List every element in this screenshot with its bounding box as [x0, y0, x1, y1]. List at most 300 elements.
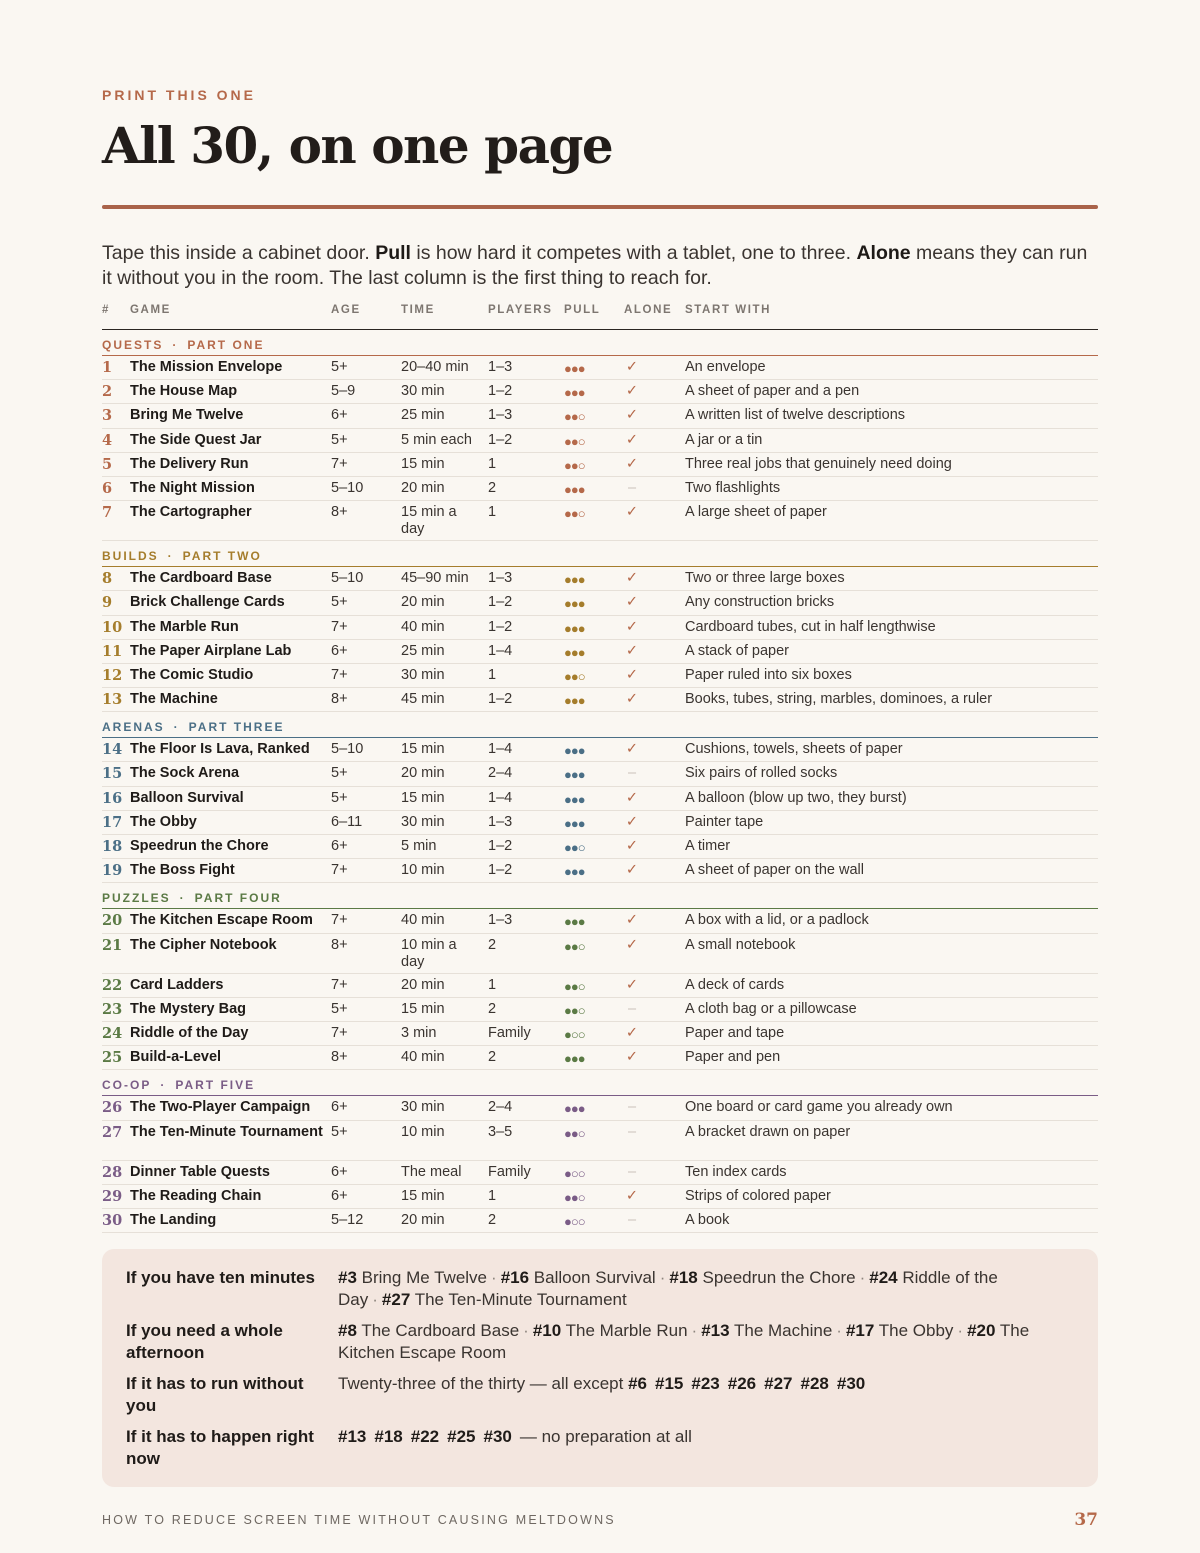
section-separator: · — [167, 549, 174, 564]
pull-dot-filled: ● — [564, 1165, 571, 1181]
section-name: CO-OP — [102, 1078, 152, 1093]
game-title: The Mystery Bag — [130, 1000, 247, 1017]
player-count: 1–4 — [488, 789, 513, 806]
play-time: 5 min — [401, 838, 437, 854]
pull-dot-filled: ● — [564, 481, 571, 497]
play-time: 3 min — [401, 1024, 437, 1041]
game-ref-number: #23 — [691, 1374, 720, 1393]
game-title: The Two-Player Campaign — [130, 1099, 311, 1116]
table-row — [102, 1121, 1098, 1161]
player-count: 3–5 — [488, 1123, 513, 1140]
check-icon: ✓ — [625, 862, 639, 879]
table-row — [102, 356, 1098, 380]
section-label — [102, 338, 264, 352]
age-range: 5–12 — [331, 1211, 364, 1228]
check-icon: ✓ — [625, 666, 639, 683]
pull-dot-filled: ● — [564, 409, 571, 425]
col-game: GAME — [130, 304, 171, 316]
age-range: 5+ — [331, 1000, 348, 1017]
pull-dot-filled: ● — [564, 433, 571, 449]
table-row — [102, 1096, 1098, 1120]
pull-dot-filled: ● — [570, 409, 578, 425]
table-row — [102, 934, 1098, 974]
pull-dot-empty: ○ — [570, 1026, 578, 1042]
game-title: Card Ladders — [130, 976, 224, 993]
list-separator: · — [957, 1321, 964, 1340]
player-count: 1 — [488, 455, 497, 472]
start-with: A balloon (blow up two, they burst) — [685, 789, 907, 806]
age-range: 5+ — [331, 789, 348, 806]
game-number: 23 — [102, 1000, 123, 1018]
game-ref-name: The Obby — [878, 1321, 954, 1340]
pull-dot-filled: ● — [564, 1002, 571, 1018]
game-ref-number: #25 — [447, 1427, 476, 1446]
pull-dot-filled: ● — [570, 596, 578, 612]
quick-pick-prefix: Twenty-three of the thirty — all except — [338, 1374, 624, 1393]
dash-icon: – — [627, 1000, 637, 1017]
section-label — [102, 1078, 255, 1092]
play-time: 30 min — [401, 813, 445, 830]
section-part: PART ONE — [187, 338, 265, 352]
game-ref-number: #18 — [374, 1427, 403, 1446]
pull-dot-filled: ● — [570, 668, 578, 684]
game-number: 15 — [102, 765, 123, 783]
player-count: 1–2 — [488, 383, 513, 400]
game-ref-name: Balloon Survival — [533, 1268, 656, 1287]
game-title: The Floor Is Lava, Ranked — [130, 741, 310, 758]
pull-dot-empty: ○ — [577, 1026, 585, 1042]
player-count: 1 — [488, 1187, 497, 1204]
section-part: PART FOUR — [194, 891, 282, 906]
age-range: 7+ — [331, 912, 348, 929]
game-number: 26 — [102, 1099, 123, 1117]
pull-rating — [564, 938, 585, 955]
play-time: 15 min — [401, 789, 445, 806]
pull-dot-empty: ○ — [570, 1213, 578, 1229]
pull-rating — [564, 384, 585, 401]
pull-dot-filled: ● — [577, 767, 585, 783]
pull-dot-filled: ● — [577, 815, 585, 831]
player-count: 1–4 — [488, 741, 513, 758]
pull-dot-filled: ● — [577, 620, 585, 636]
play-time: 15 min a day — [401, 504, 457, 538]
pull-dot-filled: ● — [570, 938, 578, 954]
player-count: 1–3 — [488, 570, 513, 587]
check-icon: ✓ — [625, 504, 639, 521]
start-with: A cloth bag or a pillowcase — [685, 1000, 857, 1017]
pull-dot-filled: ● — [577, 1051, 585, 1067]
list-separator: · — [491, 1268, 497, 1287]
player-count: 1–2 — [488, 862, 513, 879]
game-number: 30 — [102, 1211, 123, 1229]
play-time: 20 min — [401, 594, 445, 611]
pull-dot-filled: ● — [564, 668, 571, 684]
section-part: PART FIVE — [175, 1078, 256, 1093]
pull-dot-filled: ● — [570, 385, 578, 401]
start-with: Ten index cards — [685, 1163, 787, 1180]
pull-dot-filled: ● — [564, 385, 571, 401]
dash-icon: – — [627, 1123, 637, 1140]
age-range: 5–10 — [331, 570, 364, 587]
age-range: 8+ — [331, 504, 348, 521]
pull-dot-empty: ○ — [577, 840, 585, 855]
game-ref-name: The Kitchen Escape Room — [338, 1321, 1030, 1362]
player-count: 1 — [488, 666, 497, 683]
pull-dot-filled: ● — [564, 596, 571, 612]
pull-dot-filled: ● — [570, 1189, 578, 1205]
table-row — [102, 591, 1098, 615]
col-start-with: START WITH — [685, 304, 772, 316]
pull-rating — [564, 742, 585, 759]
table-row — [102, 762, 1098, 786]
pull-dot-filled: ● — [564, 361, 571, 376]
table-row — [102, 787, 1098, 811]
section-label — [102, 549, 262, 563]
age-range: 6+ — [331, 407, 348, 424]
pull-rating — [564, 791, 585, 808]
play-time: 15 min — [401, 1187, 445, 1204]
pull-rating — [564, 913, 585, 930]
pull-dot-filled: ● — [564, 1189, 571, 1205]
play-time: 40 min — [401, 1049, 445, 1066]
quick-pick-list — [338, 1267, 1068, 1311]
pull-dot-filled: ● — [564, 743, 571, 759]
list-separator: · — [523, 1321, 529, 1340]
start-with: One board or card game you already own — [685, 1099, 953, 1116]
col-number: # — [102, 304, 110, 316]
game-title: Brick Challenge Cards — [130, 594, 285, 611]
game-number: 29 — [102, 1187, 123, 1205]
start-with: A timer — [685, 838, 731, 854]
table-row — [102, 811, 1098, 835]
pull-dot-empty: ○ — [577, 506, 585, 522]
check-icon: ✓ — [625, 1049, 639, 1066]
play-time: The meal — [401, 1163, 462, 1180]
player-count: 2 — [488, 936, 497, 953]
game-number: 14 — [102, 741, 123, 759]
pull-dot-filled: ● — [577, 385, 585, 401]
age-range: 8+ — [331, 691, 348, 708]
pull-dot-filled: ● — [570, 914, 578, 930]
game-title: Bring Me Twelve — [130, 407, 244, 424]
pull-dot-filled: ● — [577, 743, 585, 759]
pull-dot-filled: ● — [570, 693, 578, 709]
game-title: The Boss Fight — [130, 862, 235, 879]
game-title: The Ten-Minute Tournament — [130, 1123, 323, 1140]
pull-dot-filled: ● — [564, 506, 571, 522]
pull-rating — [564, 1125, 585, 1142]
game-number: 10 — [102, 618, 123, 636]
section-name: ARENAS — [102, 720, 165, 735]
game-number: 13 — [102, 691, 123, 709]
table-row — [102, 835, 1098, 859]
play-time: 45–90 min — [401, 570, 469, 587]
game-ref-number: #30 — [836, 1374, 866, 1393]
pull-rating — [564, 1165, 585, 1182]
pull-dot-filled: ● — [570, 1101, 578, 1117]
game-ref-number: #24 — [869, 1268, 898, 1287]
quick-pick-label: If you need a whole afternoon — [126, 1321, 283, 1362]
start-with: An envelope — [685, 359, 766, 375]
player-count: 2 — [488, 479, 497, 496]
game-ref-name: Bring Me Twelve — [361, 1268, 488, 1287]
game-title: The Night Mission — [130, 479, 255, 496]
section-label — [102, 720, 284, 734]
list-separator: · — [659, 1268, 666, 1287]
game-number: 2 — [102, 383, 113, 401]
player-count: 2 — [488, 1211, 497, 1228]
start-with: A large sheet of paper — [685, 504, 827, 521]
pull-dot-filled: ● — [570, 506, 578, 522]
start-with: Two or three large boxes — [685, 570, 845, 587]
pull-dot-empty: ○ — [577, 668, 585, 684]
game-title: The Landing — [130, 1211, 217, 1228]
age-range: 6–11 — [331, 813, 363, 830]
age-range: 5–9 — [331, 383, 356, 400]
pull-dot-empty: ○ — [577, 457, 585, 473]
table-row — [102, 664, 1098, 688]
list-separator: · — [859, 1268, 866, 1287]
game-number: 20 — [102, 912, 123, 930]
intro-text-3: means they can run it without you in the room. The last column is the first thing to reach for. — [102, 242, 1088, 289]
pull-dot-empty: ○ — [577, 1125, 585, 1141]
section-header — [102, 330, 1098, 356]
pull-rating — [564, 360, 585, 377]
intro-text-2: is how hard it competes with a tablet, one to three. — [410, 242, 857, 264]
game-ref-number: #6 — [628, 1374, 648, 1393]
pull-rating — [564, 481, 585, 498]
play-time: 20 min — [401, 976, 445, 993]
pull-dot-empty: ○ — [577, 409, 585, 425]
start-with: Painter tape — [685, 813, 764, 830]
pull-rating — [564, 978, 585, 995]
pull-dot-filled: ● — [564, 457, 571, 473]
quick-pick-list — [338, 1320, 1068, 1364]
check-icon: ✓ — [625, 1024, 639, 1041]
play-time: 15 min — [401, 741, 445, 758]
pull-dot-filled: ● — [570, 1051, 578, 1067]
game-title: The Cardboard Base — [130, 570, 272, 587]
section-name: PUZZLES — [102, 891, 171, 906]
quick-pick-list — [338, 1426, 1068, 1448]
col-pull: PULL — [564, 304, 601, 316]
play-time: 30 min — [401, 383, 445, 400]
player-count: 1–2 — [488, 594, 513, 611]
start-with: Books, tubes, string, marbles, dominoes, a ruler — [685, 691, 993, 708]
pull-dot-filled: ● — [570, 791, 578, 807]
check-icon: ✓ — [625, 838, 639, 854]
pull-dot-filled: ● — [570, 743, 578, 759]
check-icon: ✓ — [625, 431, 639, 448]
pull-dot-filled: ● — [564, 938, 571, 954]
pull-dot-filled: ● — [577, 1101, 585, 1117]
pull-rating — [564, 1026, 585, 1043]
quick-pick-suffix: — no preparation at all — [519, 1427, 692, 1446]
game-title: The Comic Studio — [130, 666, 254, 683]
game-ref-name: The Ten-Minute Tournament — [414, 1290, 627, 1309]
pull-dot-filled: ● — [570, 767, 578, 783]
table-row — [102, 688, 1098, 712]
pull-dot-filled: ● — [577, 572, 585, 588]
game-title: The Reading Chain — [130, 1187, 262, 1204]
play-time: 20 min — [401, 479, 445, 496]
game-ref-number: #17 — [845, 1321, 875, 1340]
pull-dot-empty: ○ — [577, 938, 585, 954]
game-number: 24 — [102, 1024, 123, 1042]
game-number: 6 — [102, 479, 113, 497]
game-ref-number: #16 — [500, 1268, 530, 1287]
start-with: Strips of colored paper — [685, 1187, 831, 1204]
pull-rating — [564, 595, 585, 612]
age-range: 5+ — [331, 431, 348, 448]
quick-pick-list — [338, 1373, 1068, 1395]
start-with: Six pairs of rolled socks — [685, 765, 838, 782]
game-ref-name: The Machine — [734, 1321, 833, 1340]
pull-dot-empty: ○ — [577, 978, 585, 994]
table-row — [102, 567, 1098, 591]
pull-dot-filled: ● — [564, 1213, 571, 1229]
section-header — [102, 883, 1098, 909]
list-separator: · — [691, 1321, 698, 1340]
game-ref-number: #22 — [410, 1427, 440, 1446]
pull-dot-filled: ● — [570, 644, 578, 660]
game-title: The Cipher Notebook — [130, 936, 277, 953]
player-count: 1–3 — [488, 359, 513, 375]
game-number: 11 — [102, 642, 123, 660]
section-header — [102, 1070, 1098, 1096]
pull-rating — [564, 692, 585, 709]
intro-text-1: Tape this inside a cabinet door. — [102, 242, 376, 264]
game-ref-number: #15 — [655, 1374, 684, 1393]
play-time: 25 min — [401, 642, 445, 659]
col-time: TIME — [401, 304, 435, 316]
check-icon: ✓ — [625, 570, 639, 587]
game-title: The Cartographer — [130, 504, 252, 521]
game-number: 7 — [102, 504, 113, 522]
game-title: Dinner Table Quests — [130, 1163, 270, 1180]
player-count: Family — [488, 1024, 531, 1041]
table-row — [102, 998, 1098, 1022]
check-icon: ✓ — [625, 741, 639, 758]
pull-dot-filled: ● — [564, 864, 571, 880]
col-alone: ALONE — [624, 304, 673, 316]
pull-dot-empty: ○ — [577, 1165, 585, 1181]
list-separator: · — [836, 1321, 842, 1340]
start-with: Any construction bricks — [685, 594, 835, 611]
dash-icon: – — [627, 479, 637, 496]
pull-rating — [564, 815, 585, 832]
play-time: 15 min — [401, 1000, 445, 1017]
pull-rating — [564, 863, 585, 880]
start-with: Paper and pen — [685, 1049, 781, 1066]
quick-pick-label: If you have ten minutes — [126, 1268, 315, 1287]
pull-rating — [564, 505, 585, 522]
pull-dot-filled: ● — [570, 572, 578, 588]
pull-dot-filled: ● — [570, 433, 578, 449]
game-ref-number: #13 — [338, 1427, 367, 1446]
game-number: 22 — [102, 976, 123, 994]
check-icon: ✓ — [625, 359, 639, 375]
player-count: 1–2 — [488, 618, 513, 635]
section-header — [102, 541, 1098, 567]
pull-rating — [564, 408, 585, 425]
intro-paragraph — [102, 241, 1098, 291]
table-row — [102, 429, 1098, 453]
pull-dot-filled: ● — [564, 1101, 571, 1117]
check-icon: ✓ — [625, 789, 639, 806]
pull-dot-filled: ● — [564, 572, 571, 588]
game-title: The Mission Envelope — [130, 359, 283, 375]
game-number: 17 — [102, 813, 123, 831]
pull-dot-filled: ● — [564, 791, 571, 807]
play-time: 20 min — [401, 765, 445, 782]
pull-dot-filled: ● — [564, 815, 571, 831]
pull-rating — [564, 620, 585, 637]
age-range: 5+ — [331, 359, 348, 375]
game-title: Speedrun the Chore — [130, 838, 269, 854]
age-range: 6+ — [331, 1163, 348, 1180]
game-title: The Side Quest Jar — [130, 431, 262, 448]
section-name: BUILDS — [102, 549, 159, 564]
play-time: 15 min — [401, 455, 445, 472]
player-count: 1–4 — [488, 642, 513, 659]
game-title: Riddle of the Day — [130, 1024, 249, 1041]
pull-dot-filled: ● — [564, 767, 571, 783]
pull-dot-filled: ● — [570, 457, 578, 473]
check-icon: ✓ — [625, 407, 639, 424]
start-with: A box with a lid, or a padlock — [685, 912, 869, 929]
age-range: 6+ — [331, 838, 348, 854]
start-with: Cardboard tubes, cut in half lengthwise — [685, 618, 936, 635]
page-title: All 30, on one page — [102, 116, 613, 175]
pull-dot-filled: ● — [570, 620, 578, 636]
section-name: QUESTS — [102, 338, 164, 352]
column-headers — [102, 303, 1098, 330]
pull-dot-empty: ○ — [577, 1189, 585, 1205]
play-time: 25 min — [401, 407, 445, 424]
pull-dot-filled: ● — [564, 840, 571, 855]
game-ref-number: #18 — [669, 1268, 698, 1287]
pull-dot-filled: ● — [570, 815, 578, 831]
game-number: 27 — [102, 1123, 123, 1141]
age-range: 7+ — [331, 666, 348, 683]
player-count: 2–4 — [488, 765, 513, 782]
pull-dot-filled: ● — [570, 361, 578, 376]
table-row — [102, 640, 1098, 664]
pull-rating — [564, 1002, 585, 1019]
game-number: 3 — [102, 407, 113, 425]
player-count: 1–2 — [488, 691, 513, 708]
game-number: 1 — [102, 359, 113, 376]
intro-bold-alone: Alone — [856, 242, 911, 264]
game-ref-number: #26 — [727, 1374, 757, 1393]
quick-pick-label: If it has to happen right now — [126, 1427, 314, 1468]
play-time: 20 min — [401, 1211, 445, 1228]
pull-dot-empty: ○ — [577, 1213, 585, 1229]
pull-dot-filled: ● — [577, 914, 585, 930]
player-count: 1–3 — [488, 407, 513, 424]
play-time: 30 min — [401, 1099, 445, 1116]
game-number: 4 — [102, 431, 113, 449]
section-part: PART THREE — [188, 720, 285, 735]
game-number: 21 — [102, 936, 123, 954]
table-row — [102, 1209, 1098, 1233]
game-number: 9 — [102, 594, 113, 612]
age-range: 5+ — [331, 1123, 348, 1140]
start-with: A sheet of paper and a pen — [685, 383, 860, 400]
table-row — [102, 1185, 1098, 1209]
age-range: 7+ — [331, 1024, 348, 1041]
